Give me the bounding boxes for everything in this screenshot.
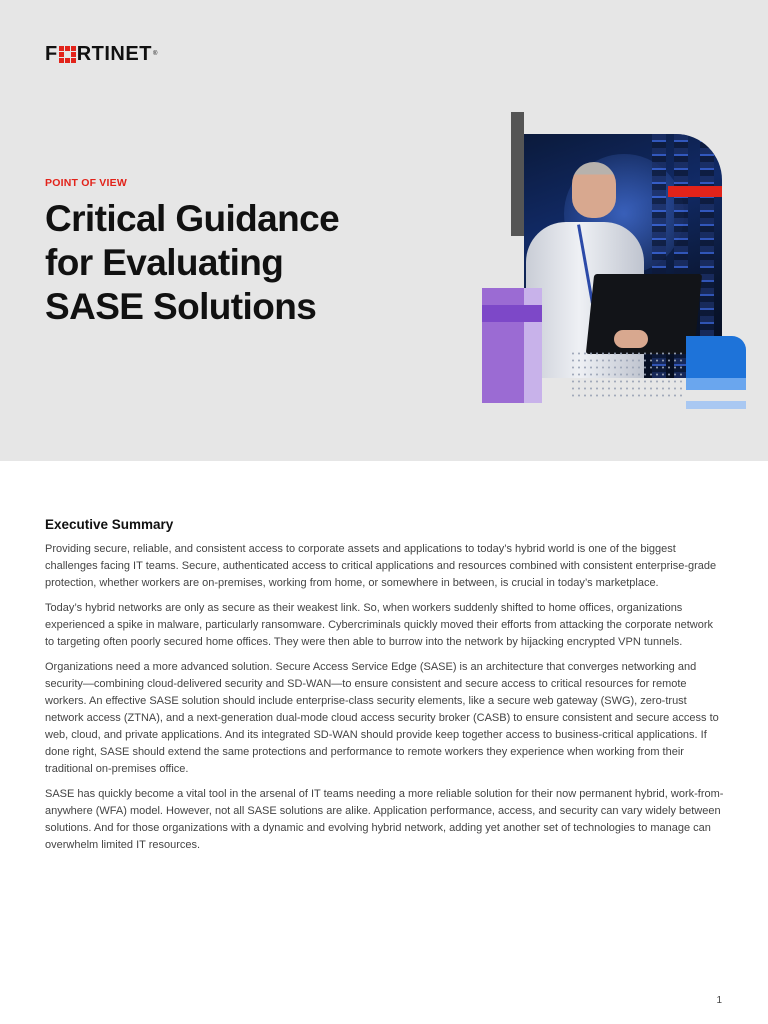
paragraph-1: Providing secure, reliable, and consistent access to corporate assets and applications to today’s hybrid world is one of the biggest challenges facing IT teams. Secure, authenticated access to critical applications and resources combined with consistent enterprise-grade protection, whether workers are on-premises, working from home, or somewhere in between, is crucial in today’s marketplace. [45, 543, 717, 589]
decorative-light-blue-strip [686, 401, 746, 409]
paragraph-4: SASE has quickly become a vital tool in the arsenal of IT teams needing a more reliable solution for their now permanent hybrid, work-from-anywhere (WFA) model. However, not all SASE solutions are alike. Application performance, access, and security can vary widely between solutions. And for those organizations with a dynamic and evolving hybrid network, adding yet another set of technologies to manage can overwhelm limited IT resources. [45, 788, 724, 851]
fortinet-mark-icon [59, 46, 76, 63]
hero-banner [0, 0, 768, 461]
section-heading: Executive Summary [45, 517, 174, 532]
title-line-1: Critical Guidance [45, 198, 340, 239]
decorative-blue-block [686, 336, 746, 378]
decorative-violet-strip [482, 305, 542, 322]
trademark-symbol: ® [152, 51, 158, 57]
page-number: 1 [716, 995, 722, 1006]
paragraph-2: Today’s hybrid networks are only as secure as their weakest link. So, when workers suddenly shifted to home offices, organizations experienced a spike in malware, particularly ransomware. Cybercriminals quickly moved their efforts from attacking the corporate network to targeting often poorly secured home offices. They were then able to burrow into the network by hijacking encrypted VPN tunnels. [45, 602, 714, 648]
title-line-2: for Evaluating [45, 242, 284, 283]
fortinet-logo [45, 44, 158, 64]
document-type-label: POINT OF VIEW [45, 177, 127, 189]
logo-text-rest: RTINET [76, 42, 152, 65]
paragraph-3: Organizations need a more advanced solution. Secure Access Service Edge (SASE) is an architecture that converges networking and security—combining cloud-delivered security and SD-WAN—to ensure consistent and secure access to critical resources for remote workers. An effective SASE solution should include enterprise-class security elements, like a secure web gateway (SWG), zero-trust network access (ZTNA), and a next-generation dual-mode cloud access security broker (CASB) to ensure consistent and secure access to web, cloud, and private applications. And its integrated SD-WAN should provide keep together access to business-critical applications. If done right, SASE should extend the same protections and performance to remote workers they experience when working from their traditional on-premises office. [45, 661, 719, 775]
decorative-blue-strip [686, 378, 746, 390]
logo-text-f: F [45, 42, 58, 65]
title-line-3: SASE Solutions [45, 286, 317, 327]
page-title [45, 197, 445, 329]
decorative-red-strip [668, 186, 722, 197]
executive-summary-section [45, 517, 725, 862]
decorative-bar [511, 112, 524, 236]
decorative-dot-grid [570, 350, 686, 400]
